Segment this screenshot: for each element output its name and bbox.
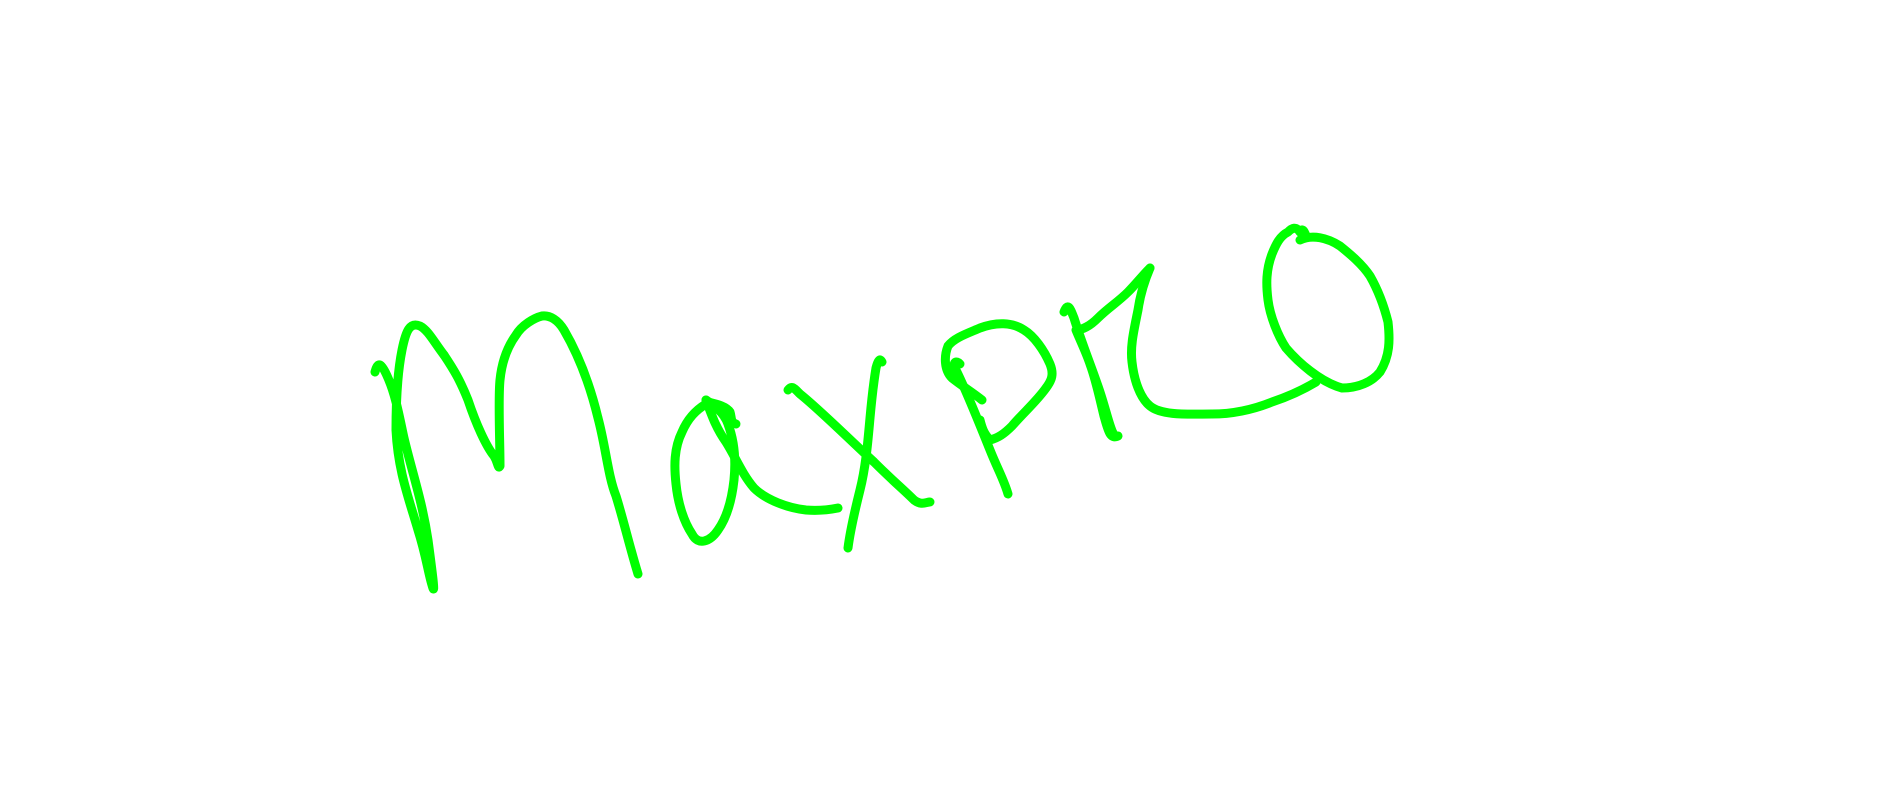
stroke-m-middle <box>444 316 638 574</box>
stroke-x-diagonal-2 <box>848 360 882 548</box>
stroke-o-tick <box>1300 230 1306 236</box>
stroke-p-bowl <box>945 324 1052 440</box>
stroke-o-loop <box>1267 228 1389 388</box>
stroke-m-left-leg <box>375 325 444 589</box>
signature-ink <box>375 228 1389 589</box>
stroke-r-to-o-connector <box>1131 268 1316 414</box>
stroke-a-bowl <box>675 400 735 541</box>
